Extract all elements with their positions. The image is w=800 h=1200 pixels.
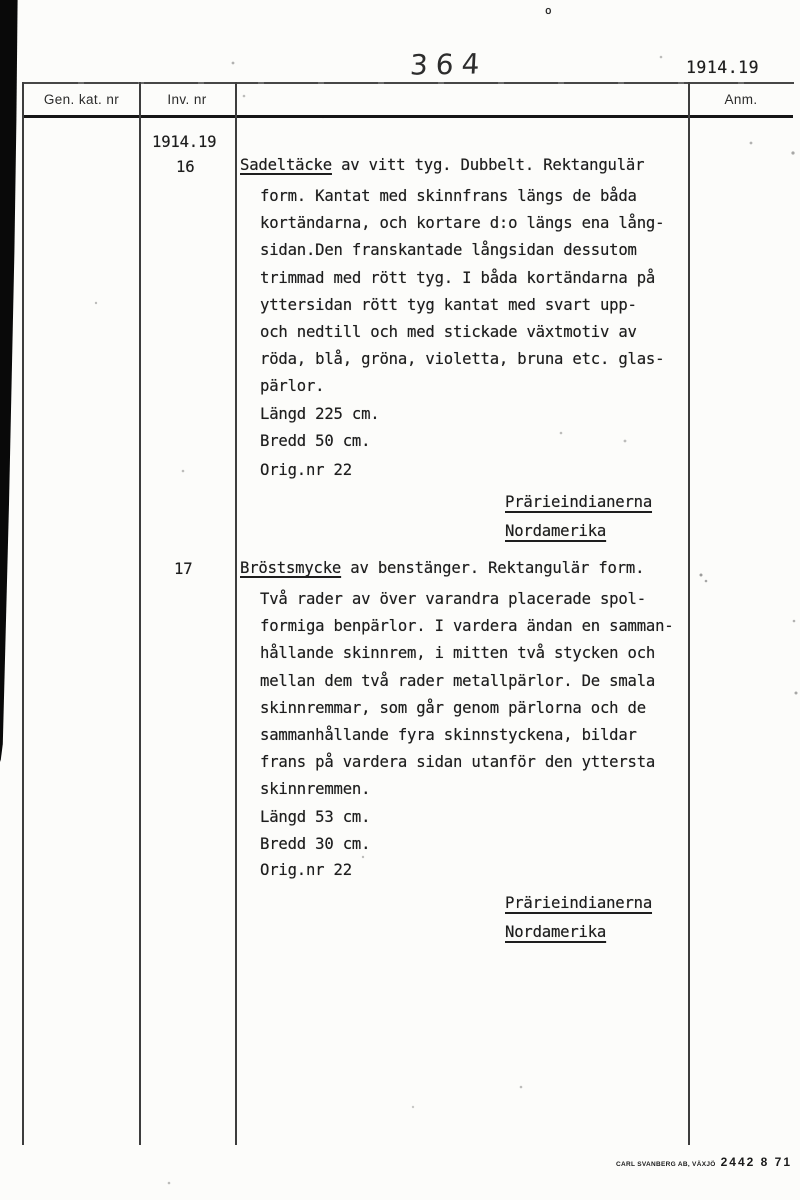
inventory-group-number: 1914.19 — [152, 133, 217, 151]
entry-17-term: Bröstsmycke — [240, 559, 342, 577]
printer-name: CARL SVANBERG AB, VÄXJÖ — [616, 1161, 716, 1168]
entry-16-first-line — [240, 156, 644, 174]
text-line: Längd 225 cm. — [260, 404, 380, 423]
entry-16-description — [260, 183, 664, 455]
table-left-border — [22, 82, 24, 1145]
column-header-inv-nr: Inv. nr — [167, 92, 207, 107]
text-line: Nordamerika — [505, 522, 607, 540]
text-line: form. Kantat med skinnfrans längs de båda — [260, 187, 637, 205]
entry-17-orig-nr: Orig.nr 22 — [260, 861, 352, 879]
text-line: Prärieindianerna — [505, 894, 653, 912]
text-line: och nedtill och med stickade växtmotiv av — [260, 322, 637, 341]
text-line: Prärieindianerna — [505, 493, 653, 511]
text-line: mellan dem två rader metallpärlor. De smala — [260, 671, 656, 690]
text-line: formiga benpärlor. I vardera ändan en samman- — [260, 617, 674, 636]
text-line: hållande skinnrem, i mitten två stycken och — [260, 644, 656, 663]
entry-16-orig-nr: Orig.nr 22 — [260, 461, 352, 479]
text-line: Längd 53 cm. — [260, 807, 371, 826]
text-line: Två rader av över varandra placerade spol- — [260, 590, 646, 608]
text-line: skinnremmen. — [260, 780, 371, 799]
entry-17-attribution — [505, 889, 652, 947]
page-number: 364 — [409, 47, 489, 82]
entry-17-description — [260, 586, 673, 858]
column-divider-main-anm — [688, 82, 690, 1145]
entry-16-term: Sadeltäcke — [240, 156, 332, 174]
text-line: pärlor. — [260, 377, 325, 396]
entry-16-attribution — [505, 488, 652, 546]
entry-16-first-line-rest: av vitt tyg. Dubbelt. Rektangulär — [331, 156, 645, 174]
stray-mark: o — [545, 4, 552, 17]
text-line: Bredd 50 cm. — [260, 431, 371, 450]
inventory-number-17: 17 — [174, 560, 193, 578]
text-line: yttersidan rött tyg kantat med svart upp- — [260, 295, 637, 314]
inventory-number-16: 16 — [176, 158, 195, 176]
text-line: sidan.Den franskantade långsidan dessutom — [260, 241, 637, 260]
collection-number: 1914.19 — [686, 58, 760, 77]
text-line: skinnremmar, som går genom pärlorna och de — [260, 698, 646, 717]
text-line: trimmad med rött tyg. I båda kortändarna på — [260, 268, 656, 287]
column-divider-genkat-inv — [139, 82, 141, 1145]
scan-speckles — [0, 0, 2, 2]
column-divider-inv-main — [235, 82, 237, 1145]
printer-imprint — [616, 1155, 792, 1169]
column-header-gen-kat-nr: Gen. kat. nr — [43, 92, 120, 107]
text-line: Nordamerika — [505, 923, 607, 941]
text-line: sammanhållande fyra skinnstyckena, bildar — [260, 725, 637, 744]
text-line: röda, blå, gröna, violetta, bruna etc. glas- — [260, 350, 665, 369]
form-code: 2442 8 71 — [720, 1155, 792, 1169]
entry-17-first-line — [240, 559, 644, 577]
entry-17-first-line-rest: av benstänger. Rektangulär form. — [341, 559, 645, 577]
scan-edge-artifact — [0, 0, 20, 1200]
text-line: kortändarna, och kortare d:o längs ena lång- — [260, 214, 665, 233]
text-line: Bredd 30 cm. — [260, 834, 371, 853]
column-header-anm: Anm. — [724, 92, 758, 107]
text-line: frans på vardera sidan utanför den yttersta — [260, 753, 656, 772]
